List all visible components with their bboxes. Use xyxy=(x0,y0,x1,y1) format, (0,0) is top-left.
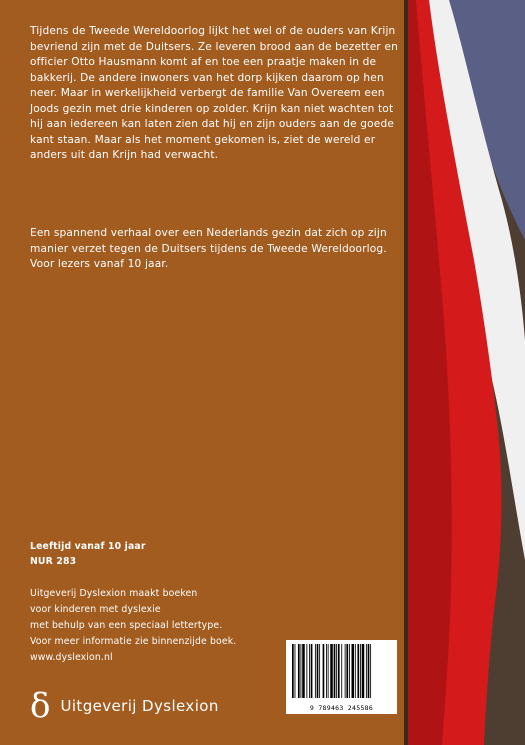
book-meta xyxy=(30,540,405,569)
publisher-line: Uitgeverij Dyslexion maakt boeken xyxy=(30,588,198,599)
barcode-number: 9 789463 245586 xyxy=(309,704,374,712)
blurb-secondary-text: Een spannend verhaal over een Nederlands gezin dat zich op zijn manier verzet tegen de Duitsers tijdens de Tweede Wereldoorlog. Voor lezers vanaf 10 jaar. xyxy=(30,227,387,270)
publisher-website: www.dyslexion.nl xyxy=(30,652,113,663)
barcode-bars xyxy=(286,640,397,702)
blurb-main xyxy=(30,24,405,164)
publisher-line: met behulp van een speciaal lettertype. xyxy=(30,620,223,631)
blurb-main-text: Tijdens de Tweede Wereldoorlog lijkt het wel of de ouders van Krijn bevriend zijn met de Duitsers. Ze leveren brood aan de bezetter en officier Otto Hausmann komt af en toe een praatje maken in de bakkerij. De andere inwoners van het dorp kijken daarom op hen neer. Maar in werkelijkheid verbergt de familie Van Overeem een Joods gezin met drie kinderen op zolder. Krijn kan niet wachten tot hij aan iedereen kan laten zien dat hij en zijn ouders aan de goede kant staan. Maar als het moment gekomen is, ziet de wereld er anders uit dan Krijn had verwacht. xyxy=(30,25,398,161)
blurb-secondary xyxy=(30,226,405,273)
nur-label: NUR 283 xyxy=(30,555,77,567)
publisher-name: Uitgeverij Dyslexion xyxy=(60,697,219,715)
isbn-barcode xyxy=(286,640,397,714)
flag-illustration xyxy=(404,0,525,745)
publisher-line: Voor meer informatie zie binnenzijde boek. xyxy=(30,636,237,647)
dyslexion-logo-icon: δ xyxy=(30,686,51,726)
age-label: Leeftijd vanaf 10 jaar xyxy=(30,541,146,552)
publisher-line: voor kinderen met dyslexie xyxy=(30,604,161,615)
publisher-logo xyxy=(30,686,219,726)
